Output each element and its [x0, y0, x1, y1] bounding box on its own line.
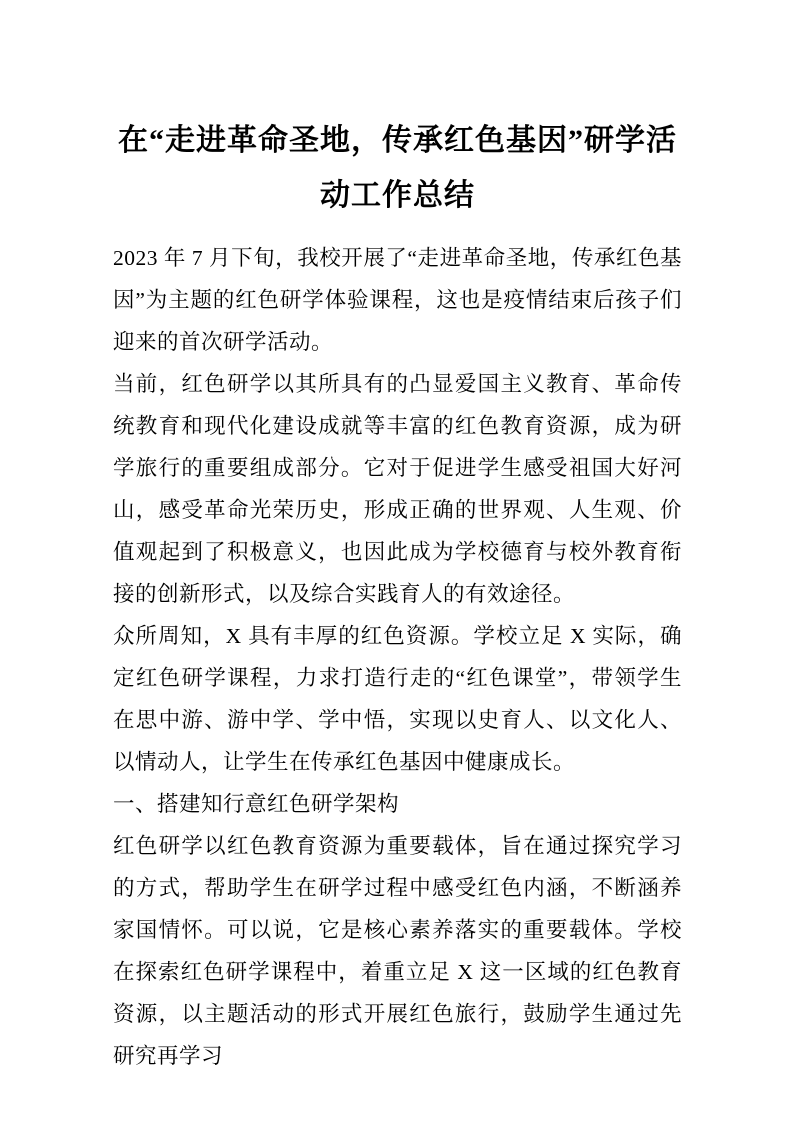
paragraph-section-1-body: 红色研学以红色教育资源为重要载体，旨在通过探究学习的方式，帮助学生在研学过程中感受红色内涵，不断涵养家国情怀。可以说，它是核心素养落实的重要载体。学校在探索红色研学课程中，着重立足 X 这一区域的红色教育资源，以主题活动的形式开展红色旅行，鼓励学生通过先研究再学习 [113, 834, 682, 1068]
paragraph-background: 当前，红色研学以其所具有的凸显爱国主义教育、革命传统教育和现代化建设成就等丰富的红色教育资源，成为研学旅行的重要组成部分。它对于促进学生感受祖国大好河山，感受革命光荣历史，形成正确的世界观、人生观、价值观起到了积极意义，也因此成为学校德育与校外教育衔接的创新形式，以及综合实践育人的有效途径。 [113, 372, 682, 606]
document-title: 在“走进革命圣地，传承红色基因”研学活动工作总结 [118, 124, 677, 212]
paragraph-resources: 众所周知，X 具有丰厚的红色资源。学校立足 X 实际，确定红色研学课程，力求打造行走的“红色课堂”，带领学生在思中游、游中学、学中悟，实现以史育人、以文化人、以情动人，让学生在传承红色基因中健康成长。 [113, 624, 682, 774]
document-content [113, 0, 682, 1077]
paragraph-intro: 2023 年 7 月下旬，我校开展了“走进革命圣地，传承红色基因”为主题的红色研学体验课程，这也是疫情结束后孩子们迎来的首次研学活动。 [113, 246, 682, 354]
section-heading-1: 一、搭建知行意红色研学架构 [113, 792, 400, 816]
